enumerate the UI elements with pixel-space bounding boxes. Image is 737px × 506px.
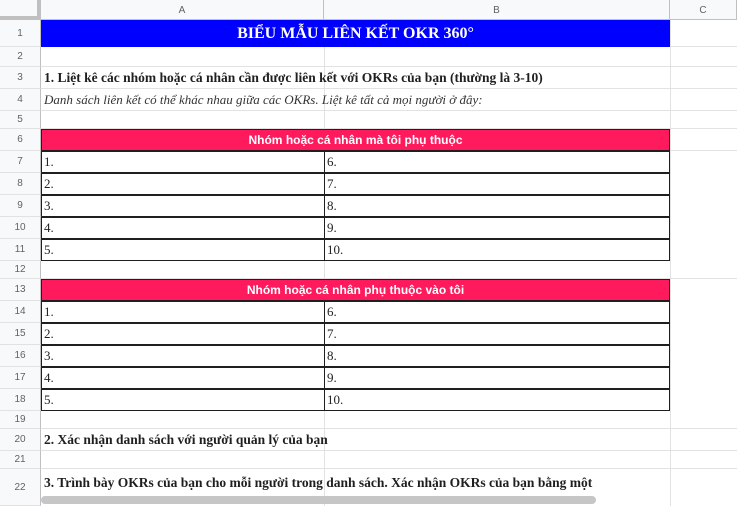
row-header-7[interactable]: 7: [0, 151, 41, 173]
table1-left-cell[interactable]: 1.: [41, 151, 325, 173]
table2-left-cell[interactable]: 1.: [41, 301, 325, 323]
column-header-b[interactable]: B: [324, 0, 670, 20]
row-header-18[interactable]: 18: [0, 389, 41, 411]
table2-left-cell[interactable]: 5.: [41, 389, 325, 411]
section3-heading[interactable]: 3. Trình bày OKRs của bạn cho mỗi người trong danh sách. Xác nhận OKRs của bạn bằng một: [44, 475, 593, 490]
table1-left-cell[interactable]: 3.: [41, 195, 325, 217]
row-header-22[interactable]: 22: [0, 469, 41, 506]
row-header-15[interactable]: 15: [0, 323, 41, 345]
row-header-5[interactable]: 5: [0, 111, 41, 129]
table1-header[interactable]: Nhóm hoặc cá nhân mà tôi phụ thuộc: [41, 129, 670, 151]
row-header-11[interactable]: 11: [0, 239, 41, 261]
column-header-bar: [0, 0, 737, 20]
section2-heading[interactable]: 2. Xác nhận danh sách với người quản lý của bạn: [44, 432, 328, 447]
table2-header[interactable]: Nhóm hoặc cá nhân phụ thuộc vào tôi: [41, 279, 670, 301]
table1-right-cell[interactable]: 6.: [324, 151, 670, 173]
row-header-17[interactable]: 17: [0, 367, 41, 389]
grid-row: [41, 411, 737, 429]
row-header-20[interactable]: 20: [0, 429, 41, 451]
table2-right-cell[interactable]: 9.: [324, 367, 670, 389]
table2-left-cell[interactable]: 4.: [41, 367, 325, 389]
table1-right-cell[interactable]: 10.: [324, 239, 670, 261]
table1-right-cell[interactable]: 8.: [324, 195, 670, 217]
grid-row: [41, 47, 737, 67]
table1-right-cell[interactable]: 7.: [324, 173, 670, 195]
table2-right-cell[interactable]: 10.: [324, 389, 670, 411]
row-header-16[interactable]: 16: [0, 345, 41, 367]
row-header-1[interactable]: 1: [0, 20, 41, 47]
row-header-6[interactable]: 6: [0, 129, 41, 151]
table1-left-cell[interactable]: 5.: [41, 239, 325, 261]
row-header-19[interactable]: 19: [0, 411, 41, 429]
row-header-14[interactable]: 14: [0, 301, 41, 323]
column-header-a[interactable]: A: [41, 0, 324, 20]
horizontal-scrollbar[interactable]: [41, 496, 596, 504]
row-header-8[interactable]: 8: [0, 173, 41, 195]
grid-row: [41, 261, 737, 279]
form-title[interactable]: BIỂU MẪU LIÊN KẾT OKR 360°: [41, 20, 670, 47]
table2-right-cell[interactable]: 7.: [324, 323, 670, 345]
table1-left-cell[interactable]: 4.: [41, 217, 325, 239]
table2-left-cell[interactable]: 2.: [41, 323, 325, 345]
column-header-c[interactable]: C: [670, 0, 737, 20]
row-header-9[interactable]: 9: [0, 195, 41, 217]
table2-right-cell[interactable]: 6.: [324, 301, 670, 323]
row-header-12[interactable]: 12: [0, 261, 41, 279]
section1-heading[interactable]: 1. Liệt kê các nhóm hoặc cá nhân cần được liên kết với OKRs của bạn (thường là 3-10): [44, 70, 543, 85]
grid-row: [41, 111, 737, 129]
grid-column-line: [670, 20, 671, 506]
section1-note[interactable]: Danh sách liên kết có thể khác nhau giữa các OKRs. Liệt kê tất cả mọi người ở đây:: [44, 92, 483, 107]
row-header-4[interactable]: 4: [0, 89, 41, 111]
table1-left-cell[interactable]: 2.: [41, 173, 325, 195]
table1-right-cell[interactable]: 9.: [324, 217, 670, 239]
table2-left-cell[interactable]: 3.: [41, 345, 325, 367]
row-header-13[interactable]: 13: [0, 279, 41, 301]
table2-right-cell[interactable]: 8.: [324, 345, 670, 367]
grid-row: [41, 451, 737, 469]
row-header-2[interactable]: 2: [0, 47, 41, 67]
row-header-3[interactable]: 3: [0, 67, 41, 89]
row-header-10[interactable]: 10: [0, 217, 41, 239]
select-all-corner[interactable]: [0, 0, 41, 20]
row-header-21[interactable]: 21: [0, 451, 41, 469]
